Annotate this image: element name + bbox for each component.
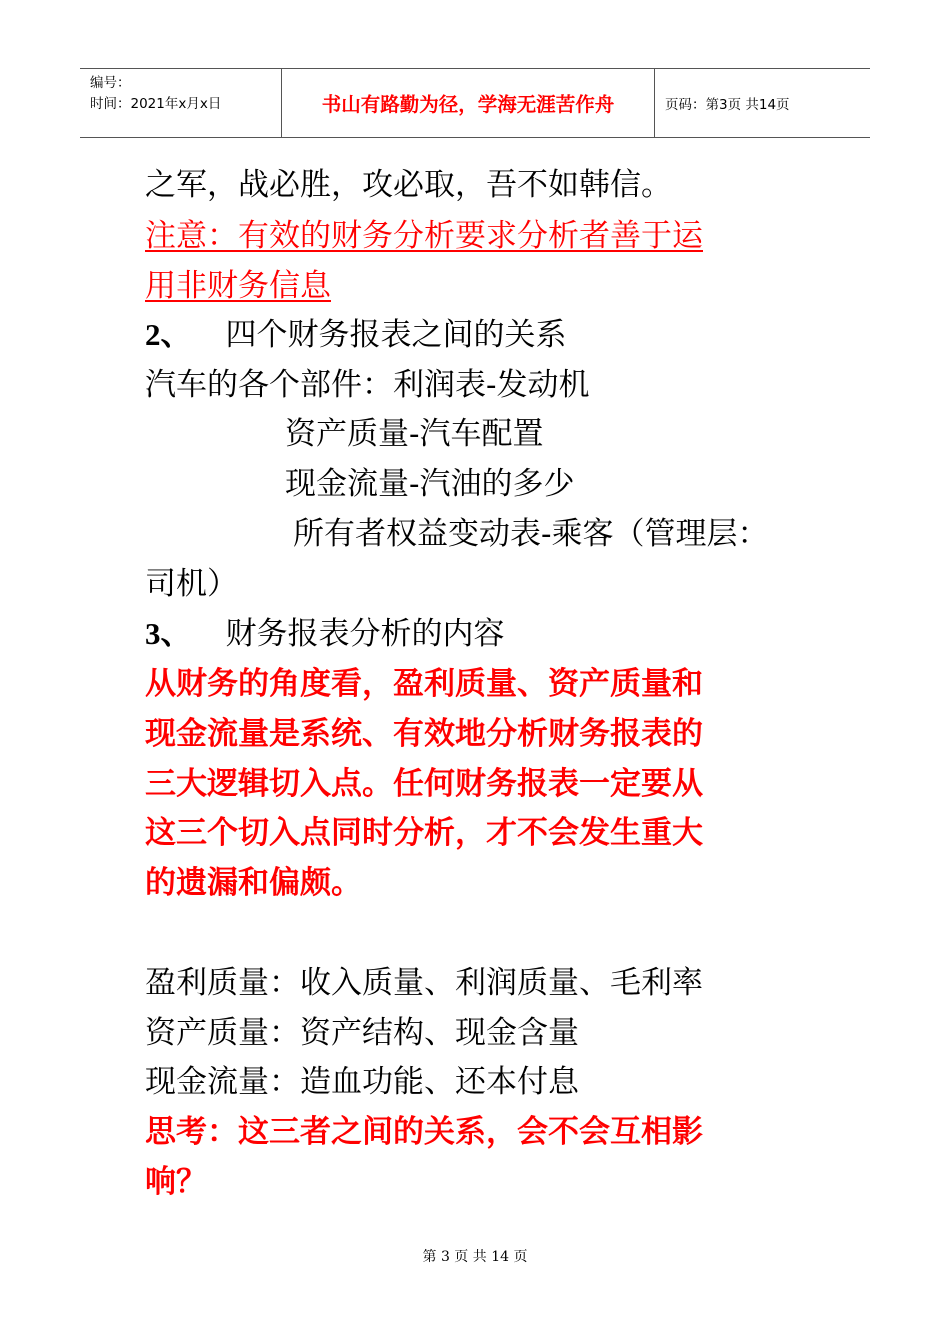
emphasis-line: 响？ [145, 1164, 207, 1200]
emphasis-line: 现金流量是系统、有效地分析财务报表的 [145, 716, 703, 752]
text-line: 汽车的各个部件：利润表-发动机 [145, 367, 590, 403]
section-title: 财务报表分析的内容 [225, 616, 505, 652]
section-number: 3、 [145, 616, 192, 651]
section-heading [145, 614, 505, 654]
note-line: 用非财务信息 [145, 268, 331, 304]
time-label: 时间：2021年x月x日 [90, 96, 222, 112]
emphasis-line: 的遗漏和偏颇。 [145, 865, 362, 901]
text-line: 司机） [145, 566, 238, 602]
text-line: 现金流量：造血功能、还本付息 [145, 1064, 579, 1100]
text-line: 资产质量-汽车配置 [285, 416, 544, 452]
text-line: 盈利质量：收入质量、利润质量、毛利率 [145, 965, 703, 1001]
header-page-label: 页码：第3页 共14页 [665, 97, 790, 113]
text-line: 之军，战必胜，攻必取，吾不如韩信。 [145, 167, 672, 203]
emphasis-line: 从财务的角度看，盈利质量、资产质量和 [145, 666, 703, 702]
page-footer: 第 3 页 共 14 页 [422, 1249, 528, 1265]
emphasis-line: 三大逻辑切入点。任何财务报表一定要从 [145, 766, 703, 802]
code-label: 编号： [90, 75, 131, 91]
header-motto: 书山有路勤为径，学海无涯苦作舟 [282, 69, 655, 137]
section-heading [145, 315, 567, 355]
emphasis-line: 思考：这三者之间的关系，会不会互相影 [145, 1114, 703, 1150]
section-number: 2、 [145, 317, 192, 352]
header-meta-cell [80, 69, 282, 137]
note-line: 注意：有效的财务分析要求分析者善于运 [145, 218, 703, 254]
text-line: 资产质量：资产结构、现金含量 [145, 1015, 579, 1051]
text-line: 现金流量-汽油的多少 [285, 466, 575, 502]
text-line: 所有者权益变动表-乘客（管理层： [293, 516, 769, 552]
section-title: 四个财务报表之间的关系 [225, 317, 567, 353]
emphasis-line: 这三个切入点同时分析，才不会发生重大 [145, 815, 703, 851]
header-table [80, 68, 870, 138]
